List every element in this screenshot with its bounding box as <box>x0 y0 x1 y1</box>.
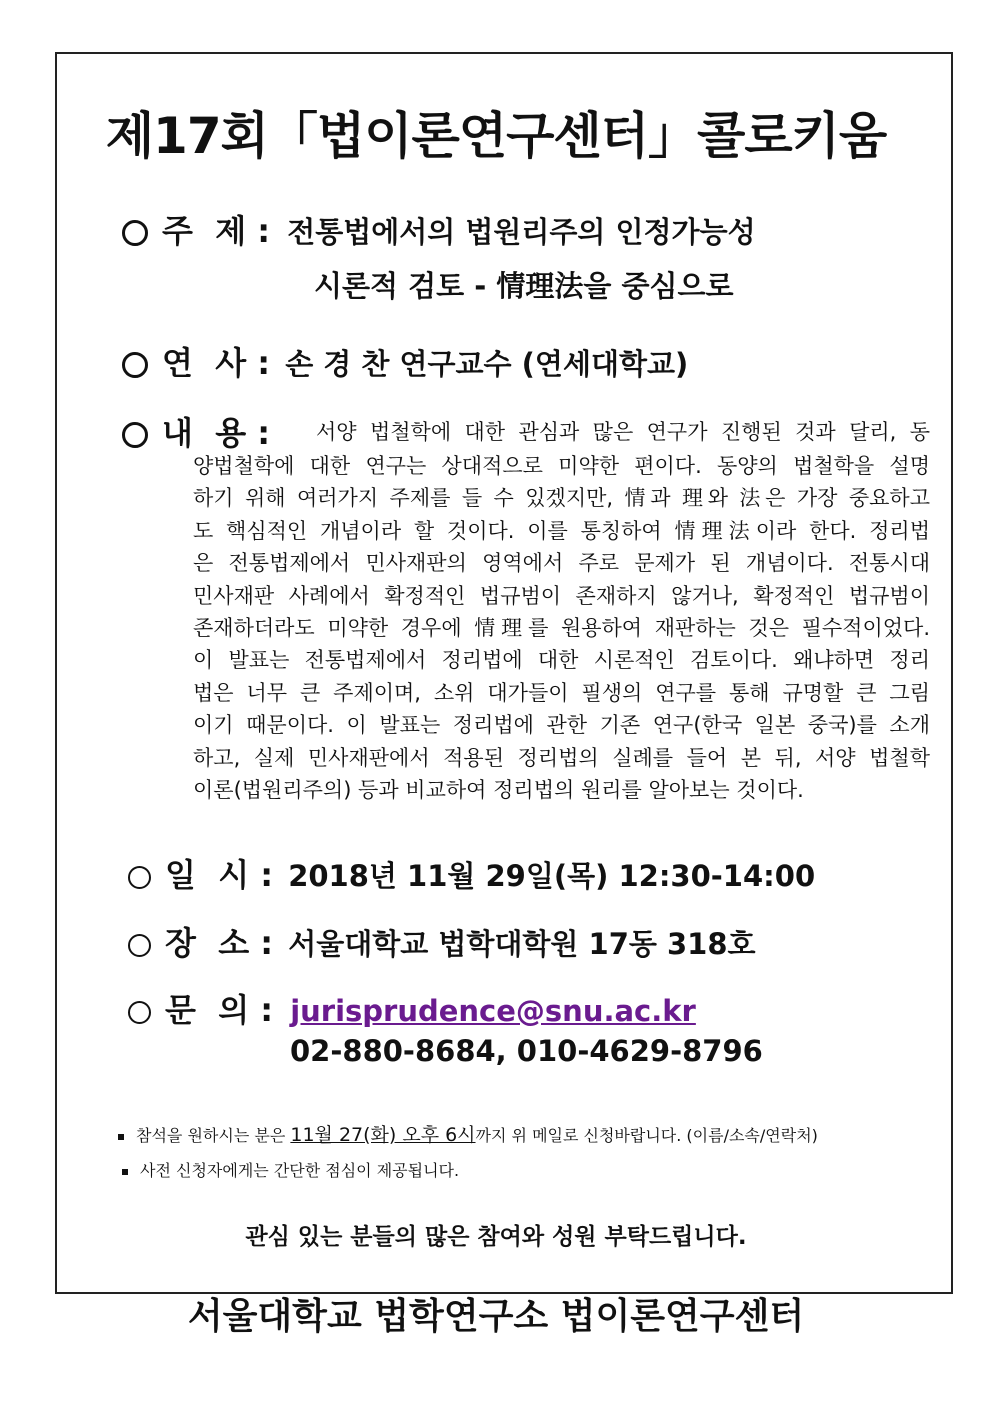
content-label: 내 용 : <box>162 414 271 452</box>
date-label: 일 시 : <box>165 856 274 894</box>
inquiry-email-link[interactable]: jurisprudence@snu.ac.kr <box>290 994 696 1028</box>
inquiry-phones: 02-880-8684, 010-4629-8796 <box>290 1034 763 1068</box>
content-line: 양법철학에 대한 연구는 상대적으로 미약한 편이다. 동양의 법철학을 설명 <box>193 454 930 478</box>
content-line: 하기 위해 여러가지 주제를 들 수 있겠지만, 情과 理와 法은 가장 중요하고 <box>193 486 930 511</box>
content-line: 존재하더라도 미약한 경우에 情理를 원용하여 재판하는 것은 필수적이었다. <box>193 615 930 640</box>
circle-bullet-icon <box>128 934 151 957</box>
circle-bullet-icon <box>122 352 148 378</box>
page-title: 제17회「법이론연구센터」콜로키움 <box>105 107 887 165</box>
content-first-line: 서양 법철학에 대한 관심과 많은 연구가 진행된 것과 달리, 동 <box>316 420 930 444</box>
note-lunch: 사전 신청자에게는 간단한 점심이 제공됩니다. <box>122 1158 459 1181</box>
venue-label: 장 소 : <box>165 924 274 962</box>
content-row <box>122 408 270 454</box>
topic-line1: 전통법에서의 법원리주의 인정가능성 <box>287 215 756 249</box>
content-line: 이 발표는 전통법제에서 정리법에 대한 시론적인 검토이다. 왜냐하면 정리 <box>193 648 930 673</box>
topic-label: 주 제 : <box>162 212 271 250</box>
speaker-value: 손 경 찬 연구교수 (연세대학교) <box>285 347 689 381</box>
content-body <box>193 450 930 806</box>
note-registration: 참석을 원하시는 분은 11월 27(화) 오후 6시까지 위 메일로 신청바랍니다. (이름/소속/연락처) <box>118 1120 818 1147</box>
circle-bullet-icon <box>128 1001 151 1024</box>
inquiry-label: 문 의 : <box>165 991 274 1029</box>
inquiry-row <box>128 985 696 1031</box>
square-bullet-icon <box>118 1134 124 1140</box>
content-line: 은 전통법제에서 민사재판의 영역에서 주로 문제가 된 개념이다. 전통시대 <box>193 551 930 576</box>
content-line: 이기 때문이다. 이 발표는 정리법에 관한 기존 연구(한국 일본 중국)를 소개 <box>193 713 930 738</box>
content-line: 도 핵심적인 개념이라 할 것이다. 이를 통칭하여 情理法이라 한다. 정리법 <box>193 518 930 543</box>
date-value: 2018년 11월 29일(목) 12:30-14:00 <box>288 859 816 893</box>
topic-row <box>122 206 756 252</box>
venue-value: 서울대학교 법학대학원 17동 318호 <box>288 927 756 961</box>
content-line: 법은 너무 큰 주제이며, 소위 대가들이 필생의 연구를 통해 규명할 큰 그림 <box>193 680 930 705</box>
content-line: 민사재판 사례에서 확정적인 법규범이 존재하지 않거나, 확정적인 법규범이 <box>193 583 930 608</box>
content-line: 이론(법원리주의) 등과 비교하여 정리법의 원리를 알아보는 것이다. <box>193 777 804 802</box>
date-row <box>128 850 815 896</box>
speaker-label: 연 사 : <box>162 344 271 382</box>
circle-bullet-icon <box>128 866 151 889</box>
square-bullet-icon <box>122 1169 128 1175</box>
speaker-row <box>122 338 688 384</box>
circle-bullet-icon <box>122 220 148 246</box>
circle-bullet-icon <box>122 422 148 448</box>
content-line: 하고, 실제 민사재판에서 적용된 정리법의 실례를 들어 본 뒤, 서양 법철학 <box>193 745 930 770</box>
organizer-name: 서울대학교 법학연구소 법이론연구센터 <box>187 1296 805 1337</box>
registration-deadline: 11월 27(화) 오후 6시 <box>290 1124 476 1146</box>
topic-line2: 시론적 검토 - 情理法을 중심으로 <box>314 269 734 303</box>
venue-row <box>128 918 756 964</box>
closing-appeal: 관심 있는 분들의 많은 참여와 성원 부탁드립니다. <box>245 1224 747 1250</box>
